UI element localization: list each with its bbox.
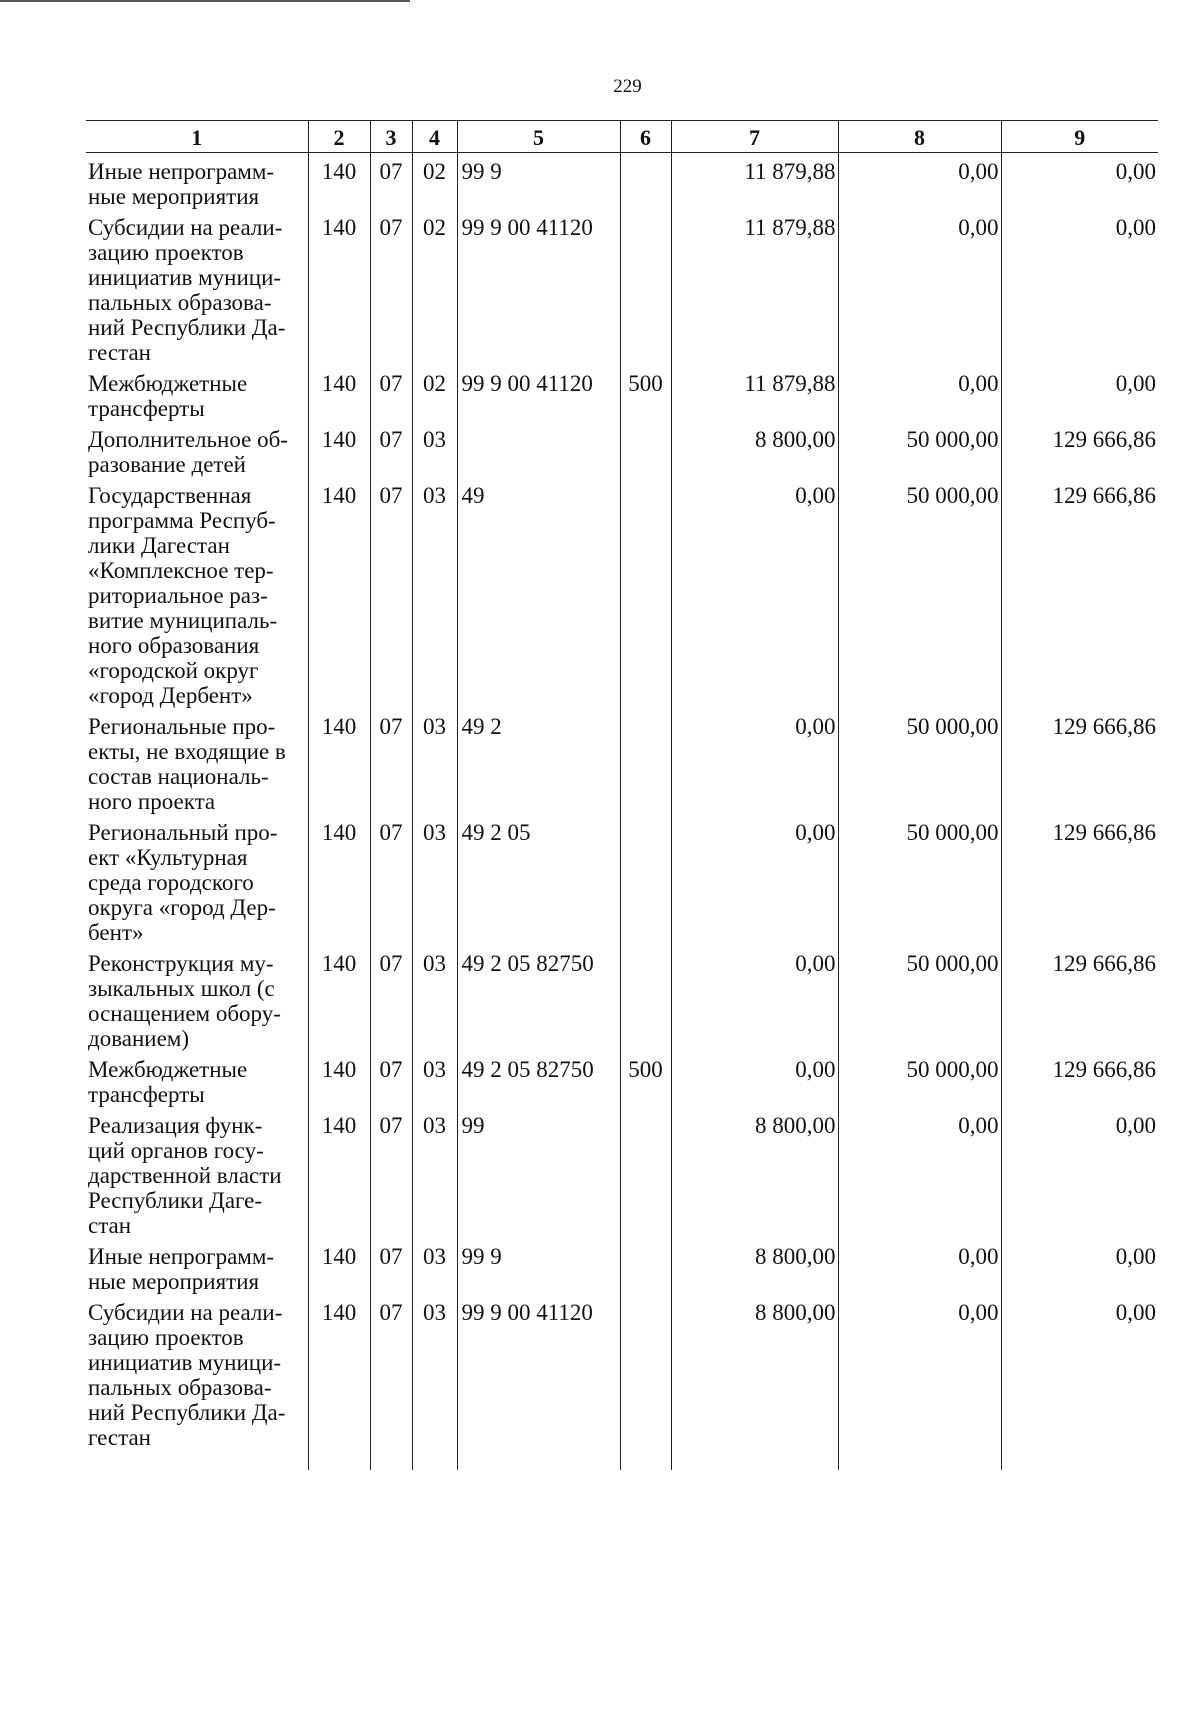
cell-expense-type: 500: [620, 365, 671, 421]
cell-amount-col7: 11 879,88: [671, 209, 838, 365]
row-name: Иные непрограмм- ные мероприятия: [86, 153, 308, 210]
cell-amount-col8: 0,00: [838, 1238, 1001, 1294]
cell-ministry-code: 140: [308, 365, 370, 421]
table-row: [86, 708, 1158, 814]
cell-subsection: 03: [412, 945, 457, 1051]
cell-section: 07: [370, 814, 412, 945]
cell-target-article: 49: [457, 477, 620, 708]
cell-ministry-code: 140: [308, 209, 370, 365]
cell-amount-col9: 129 666,86: [1001, 708, 1158, 814]
cell-amount-col7: 8 800,00: [671, 1238, 838, 1294]
cell-amount-col8: 0,00: [838, 153, 1001, 210]
cell-target-article: 49 2: [457, 708, 620, 814]
row-name: Реконструкция му- зыкальных школ (с оснащением обору- дованием): [86, 945, 308, 1051]
cell-amount-col7: 11 879,88: [671, 365, 838, 421]
table-body: [86, 153, 1158, 1471]
cell-amount-col9: 0,00: [1001, 209, 1158, 365]
cell-amount-col9: 0,00: [1001, 1107, 1158, 1238]
cell-amount-col8: 50 000,00: [838, 945, 1001, 1051]
cell-amount-col9: 129 666,86: [1001, 477, 1158, 708]
row-name: Субсидии на реали- зацию проектов инициатив муници- пальных образова- ний Республики Да- гестан: [86, 1294, 308, 1470]
cell-expense-type: [620, 1238, 671, 1294]
cell-amount-col9: 129 666,86: [1001, 814, 1158, 945]
cell-amount-col7: 8 800,00: [671, 1294, 838, 1470]
row-name: Дополнительное об- разование детей: [86, 421, 308, 477]
cell-section: 07: [370, 945, 412, 1051]
column-header: 8: [838, 121, 1001, 153]
cell-amount-col8: 50 000,00: [838, 1051, 1001, 1107]
column-header: 9: [1001, 121, 1158, 153]
cell-amount-col7: 11 879,88: [671, 153, 838, 210]
cell-ministry-code: 140: [308, 1294, 370, 1470]
cell-target-article: 99 9 00 41120: [457, 209, 620, 365]
cell-expense-type: [620, 814, 671, 945]
cell-target-article: 99 9: [457, 1238, 620, 1294]
table-row: [86, 1051, 1158, 1107]
cell-section: 07: [370, 1051, 412, 1107]
cell-section: 07: [370, 365, 412, 421]
cell-target-article: 49 2 05 82750: [457, 945, 620, 1051]
row-name: Иные непрограмм- ные мероприятия: [86, 1238, 308, 1294]
cell-amount-col9: 0,00: [1001, 1294, 1158, 1470]
cell-amount-col8: 0,00: [838, 1294, 1001, 1470]
row-name: Реализация функ- ций органов госу- дарственной власти Республики Даге- стан: [86, 1107, 308, 1238]
cell-amount-col9: 0,00: [1001, 153, 1158, 210]
table-row: [86, 365, 1158, 421]
column-header: 4: [412, 121, 457, 153]
cell-expense-type: [620, 708, 671, 814]
cell-expense-type: [620, 1107, 671, 1238]
row-name: Межбюджетные трансферты: [86, 1051, 308, 1107]
table-header-row: [86, 121, 1158, 153]
table-row: [86, 153, 1158, 210]
table-row: [86, 1294, 1158, 1470]
table-row: [86, 477, 1158, 708]
cell-ministry-code: 140: [308, 708, 370, 814]
cell-amount-col8: 50 000,00: [838, 708, 1001, 814]
cell-subsection: 03: [412, 1238, 457, 1294]
cell-amount-col7: 0,00: [671, 945, 838, 1051]
cell-section: 07: [370, 1238, 412, 1294]
cell-amount-col8: 0,00: [838, 1107, 1001, 1238]
cell-expense-type: [620, 421, 671, 477]
cell-amount-col9: 129 666,86: [1001, 421, 1158, 477]
table-row: [86, 1238, 1158, 1294]
cell-target-article: 99 9 00 41120: [457, 365, 620, 421]
cell-subsection: 02: [412, 209, 457, 365]
cell-amount-col8: 0,00: [838, 365, 1001, 421]
table-row: [86, 814, 1158, 945]
cell-target-article: 99: [457, 1107, 620, 1238]
cell-amount-col9: 0,00: [1001, 1238, 1158, 1294]
cell-subsection: 03: [412, 1107, 457, 1238]
cell-expense-type: [620, 477, 671, 708]
cell-amount-col7: 0,00: [671, 814, 838, 945]
table-row: [86, 209, 1158, 365]
cell-ministry-code: 140: [308, 814, 370, 945]
cell-ministry-code: 140: [308, 1051, 370, 1107]
cell-ministry-code: 140: [308, 153, 370, 210]
cell-ministry-code: 140: [308, 1107, 370, 1238]
cell-amount-col7: 8 800,00: [671, 421, 838, 477]
cell-section: 07: [370, 209, 412, 365]
cell-target-article: 99 9 00 41120: [457, 1294, 620, 1470]
cell-amount-col8: 50 000,00: [838, 421, 1001, 477]
cell-subsection: 03: [412, 477, 457, 708]
column-header: 2: [308, 121, 370, 153]
cell-subsection: 02: [412, 153, 457, 210]
column-header: 1: [86, 121, 308, 153]
cell-ministry-code: 140: [308, 945, 370, 1051]
cell-section: 07: [370, 477, 412, 708]
cell-amount-col8: 50 000,00: [838, 814, 1001, 945]
cell-section: 07: [370, 1107, 412, 1238]
column-header: 7: [671, 121, 838, 153]
row-name: Субсидии на реали- зацию проектов инициатив муници- пальных образова- ний Республики Да- гестан: [86, 209, 308, 365]
cell-subsection: 03: [412, 1051, 457, 1107]
cell-target-article: 49 2 05: [457, 814, 620, 945]
cell-section: 07: [370, 153, 412, 210]
table-row: [86, 421, 1158, 477]
row-name: Региональный про- ект «Культурная среда городского округа «город Дер- бент»: [86, 814, 308, 945]
cell-subsection: 03: [412, 1294, 457, 1470]
cell-section: 07: [370, 1294, 412, 1470]
cell-subsection: 03: [412, 421, 457, 477]
column-header: 6: [620, 121, 671, 153]
cell-amount-col8: 0,00: [838, 209, 1001, 365]
row-name: Региональные про- екты, не входящие в состав националь- ного проекта: [86, 708, 308, 814]
cell-amount-col9: 129 666,86: [1001, 945, 1158, 1051]
cell-ministry-code: 140: [308, 477, 370, 708]
cell-subsection: 02: [412, 365, 457, 421]
page-number: 229: [613, 76, 642, 97]
cell-amount-col7: 8 800,00: [671, 1107, 838, 1238]
cell-expense-type: 500: [620, 1051, 671, 1107]
column-header: 3: [370, 121, 412, 153]
cell-amount-col7: 0,00: [671, 477, 838, 708]
column-header: 5: [457, 121, 620, 153]
cell-amount-col7: 0,00: [671, 708, 838, 814]
cell-target-article: [457, 421, 620, 477]
row-name: Государственная программа Респуб- лики Дагестан «Комплексное тер- риториальное раз- витие муниципаль- ного образования «городской округ «город Дербент»: [86, 477, 308, 708]
cell-expense-type: [620, 945, 671, 1051]
row-name: Межбюджетные трансферты: [86, 365, 308, 421]
cell-expense-type: [620, 153, 671, 210]
cell-amount-col9: 129 666,86: [1001, 1051, 1158, 1107]
cell-amount-col8: 50 000,00: [838, 477, 1001, 708]
cell-target-article: 49 2 05 82750: [457, 1051, 620, 1107]
cell-expense-type: [620, 209, 671, 365]
table-row: [86, 1107, 1158, 1238]
cell-section: 07: [370, 708, 412, 814]
cell-expense-type: [620, 1294, 671, 1470]
cell-section: 07: [370, 421, 412, 477]
scan-edge-line: [0, 0, 410, 2]
cell-ministry-code: 140: [308, 1238, 370, 1294]
cell-ministry-code: 140: [308, 421, 370, 477]
budget-table: [86, 120, 1158, 1470]
cell-amount-col7: 0,00: [671, 1051, 838, 1107]
cell-subsection: 03: [412, 708, 457, 814]
table-row: [86, 945, 1158, 1051]
cell-target-article: 99 9: [457, 153, 620, 210]
cell-amount-col9: 0,00: [1001, 365, 1158, 421]
cell-subsection: 03: [412, 814, 457, 945]
